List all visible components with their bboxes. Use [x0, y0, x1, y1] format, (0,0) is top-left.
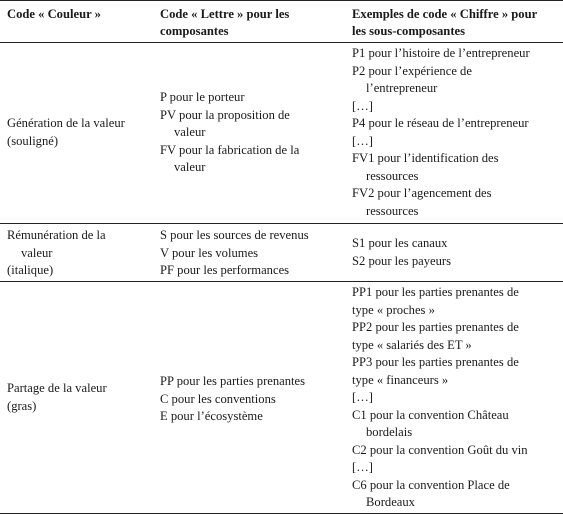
row-generation-color: Génération de la valeur (souligné) [7, 116, 125, 148]
row-partage-numbers: PP1 pour les parties prenantes de type « proches » PP2 pour les parties prenantes de type « salariés des ET » PP3 pour les parties prenantes de type « financeurs » […] C1 pour la convention Château bordelais C2 pour la convention Goût du vin […] C6 pour la convention Place de Bordeaux [352, 285, 528, 509]
table-top-rule [0, 0, 563, 1]
row-remuneration-letters: S pour les sources de revenus V pour les volumes PF pour les performances [160, 228, 309, 277]
row-rule [0, 223, 563, 224]
row-partage-color: Partage de la valeur (gras) [7, 381, 107, 413]
header-rule [0, 42, 563, 43]
header-letter-code: Code « Lettre » pour les composantes [160, 7, 290, 38]
row-generation-letters: P pour le porteur PV pour la proposition de valeur FV pour la fabrication de la valeur [160, 90, 300, 174]
row-remuneration-numbers: S1 pour les canaux S2 pour les payeurs [352, 236, 451, 268]
row-generation-numbers: P1 pour l’histoire de l’entrepreneur P2 pour l’expérience de l’entrepreneur […] P4 pour le réseau de l’entrepreneur […] FV1 pour l’identification des ressources FV2 pour l’agencement des ressources [352, 46, 530, 218]
row-rule [0, 281, 563, 282]
row-partage-letters: PP pour les parties prenantes C pour les conventions E pour l’écosystème [160, 374, 306, 423]
header-color-code: Code « Couleur » [7, 7, 101, 21]
header-number-code: Exemples de code « Chiffre » pour les sous-composantes [352, 7, 538, 38]
row-remuneration-color: Rémunération de la valeur (italique) [7, 228, 106, 277]
